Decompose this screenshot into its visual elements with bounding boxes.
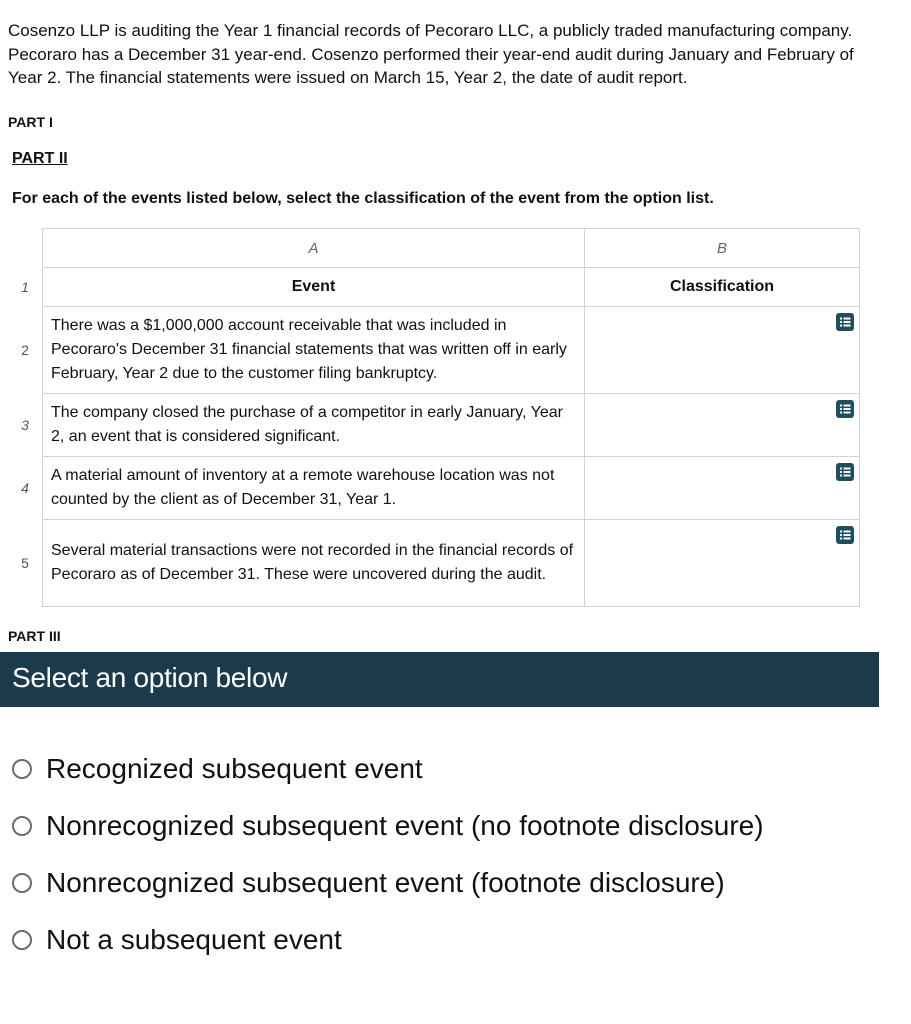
- option-nonrecognized-no-disclosure[interactable]: [12, 797, 764, 854]
- option-label: Nonrecognized subsequent event (no footnote disclosure): [46, 809, 764, 841]
- option-list-button[interactable]: [836, 463, 854, 481]
- radio-icon[interactable]: [12, 873, 32, 893]
- option-label: Not a subsequent event: [46, 923, 342, 955]
- event-cell: Several material transactions were not recorded in the financial records of Pecoraro as of December 31. These were uncovered during the audit.: [43, 520, 585, 607]
- classification-cell[interactable]: [585, 394, 860, 457]
- classification-cell[interactable]: [585, 520, 860, 607]
- event-header: Event: [43, 268, 585, 307]
- event-cell: A material amount of inventory at a remote warehouse location was not counted by the client as of December 31, Year 1.: [43, 457, 585, 520]
- row-number: 5: [8, 520, 43, 607]
- table-row: [8, 457, 860, 520]
- option-list-button[interactable]: [836, 400, 854, 418]
- list-icon: [836, 400, 854, 418]
- radio-icon[interactable]: [12, 930, 32, 950]
- row-number: 2: [8, 307, 43, 394]
- row-number: 1: [8, 268, 43, 307]
- radio-icon[interactable]: [12, 816, 32, 836]
- list-icon: [836, 463, 854, 481]
- radio-icon[interactable]: [12, 759, 32, 779]
- option-panel-header: [0, 652, 879, 707]
- table-row: [8, 307, 860, 394]
- classification-header: Classification: [585, 268, 860, 307]
- column-a-header: A: [43, 229, 585, 268]
- option-label: Nonrecognized subsequent event (footnote disclosure): [46, 866, 725, 898]
- list-icon: [836, 526, 854, 544]
- part-i-heading-clipped: PART I: [8, 114, 53, 130]
- table-row: [8, 394, 860, 457]
- instruction-text: For each of the events listed below, select the classification of the event from the option list.: [12, 190, 714, 207]
- option-list-button[interactable]: [836, 526, 854, 544]
- row-number: 4: [8, 457, 43, 520]
- option-nonrecognized-disclosure[interactable]: [12, 854, 764, 911]
- classification-cell[interactable]: [585, 457, 860, 520]
- intro-paragraph: Cosenzo LLP is auditing the Year 1 financial records of Pecoraro LLC, a publicly traded manufacturing company. Pecoraro has a December 31 year-end. Cosenzo performed their year-end audit during January and February of Year 2. The financial statements were issued on March 15, Year 2, the date of audit report.: [8, 21, 854, 87]
- column-b-header: B: [585, 229, 860, 268]
- part-ii-title: PART II: [12, 150, 68, 167]
- option-not-subsequent[interactable]: [12, 911, 764, 968]
- row-number: 3: [8, 394, 43, 457]
- option-panel-title: Select an option below: [12, 662, 288, 693]
- event-cell: There was a $1,000,000 account receivable that was included in Pecoraro's December 31 financial statements that was written off in early February, Year 2 due to the customer filing bankruptcy.: [43, 307, 585, 394]
- option-label: Recognized subsequent event: [46, 752, 423, 784]
- table-corner: [8, 229, 43, 268]
- classification-cell[interactable]: [585, 307, 860, 394]
- option-recognized[interactable]: [12, 740, 764, 797]
- event-cell: The company closed the purchase of a competitor in early January, Year 2, an event that is considered significant.: [43, 394, 585, 457]
- option-list-button[interactable]: [836, 313, 854, 331]
- classification-table: [8, 228, 860, 607]
- list-icon: [836, 313, 854, 331]
- table-row: [8, 520, 860, 607]
- part-iii-heading-clipped: PART III: [8, 628, 61, 644]
- option-list: [12, 740, 764, 968]
